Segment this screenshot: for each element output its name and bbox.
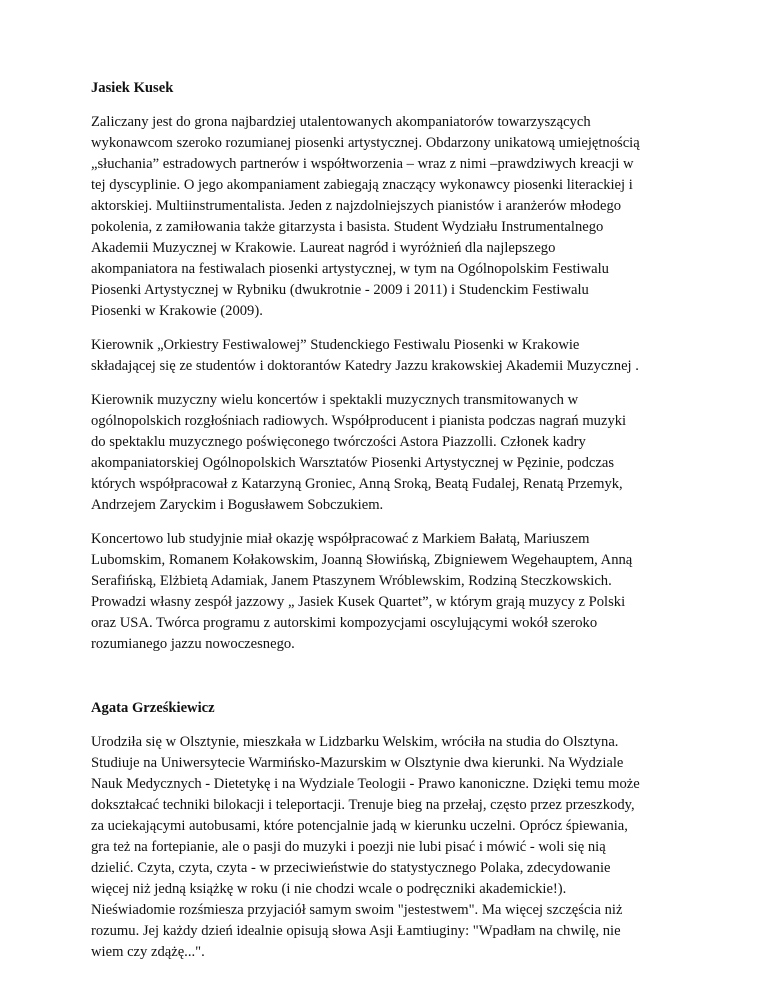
text-line: rozumianego jazzu nowoczesnego. [91, 636, 295, 652]
text-line: Nieświadomie rozśmiesza przyjaciół samym swoim "jestestwem". Ma więcej szczęścia niż [91, 902, 623, 918]
text-line: Nauk Medycznych - Dietetykę i na Wydziale Teologii - Prawo kanoniczne. Dzięki temu może [91, 776, 640, 792]
bio-paragraph [91, 529, 691, 655]
text-line: wiem czy zdążę...". [91, 944, 205, 960]
text-line: Andrzejem Zaryckim i Bogusławem Sobczukiem. [91, 497, 384, 513]
text-line: dzielić. Czyta, czyta, czyta - w przeciwieństwie do statystycznego Polaka, zdecydowanie [91, 860, 611, 876]
bio-paragraph [91, 732, 691, 963]
text-line: dokształcać techniki bilokacji i teleportacji. Trenuje bieg na przełaj, często przez przeszkody, [91, 797, 635, 813]
text-line: których współpracował z Katarzyną Groniec, Anną Sroką, Beatą Fudalej, Renatą Przemyk, [91, 476, 623, 492]
text-line: Kierownik muzyczny wielu koncertów i spektakli muzycznych transmitowanych w [91, 392, 579, 408]
text-line: gra też na fortepianie, ale o pasji do muzyki i poezji nie lubi pisać i mówić - woli się nią [91, 839, 606, 855]
text-line: Studiuje na Uniwersytecie Warmińsko-Mazurskim w Olsztynie dwa kierunki. Na Wydziale [91, 755, 624, 771]
document-page [91, 78, 691, 976]
section-heading-agata-grzeskiewicz: Agata Grześkiewicz [91, 700, 215, 716]
text-line: oraz USA. Twórca programu z autorskimi kompozycjami oscylującymi wokół szeroko [91, 615, 598, 631]
text-line: „słuchania” estradowych partnerów i współtworzenia – wraz z nimi –prawdziwych kreacji w [91, 156, 634, 172]
text-line: akompaniatora na festiwalach piosenki artystycznej, w tym na Ogólnopolskim Festiwalu [91, 261, 609, 277]
section-spacer [91, 668, 691, 698]
text-line: pokolenia, z zamiłowania także gitarzysta i basista. Student Wydziału Instrumentalnego [91, 219, 604, 235]
text-line: Piosenki w Krakowie (2009). [91, 303, 263, 319]
bio-paragraph [91, 390, 691, 516]
text-line: więcej niż jedną książkę w roku (i nie chodzi wcale o podręczniki akademickie!). [91, 881, 567, 897]
text-line: ogólnopolskich rozgłośniach radiowych. Współproducent i pianista podczas nagrań muzyki [91, 413, 627, 429]
text-line: Zaliczany jest do grona najbardziej utalentowanych akompaniatorów towarzyszących [91, 114, 591, 130]
text-line: Piosenki Artystycznej w Rybniku (dwukrotnie - 2009 i 2011) i Studenckim Festiwalu [91, 282, 589, 298]
text-line: za uciekającymi autobusami, które potencjalnie jadą w kierunku uczelni. Oprócz śpiewania, [91, 818, 628, 834]
text-line: Urodziła się w Olsztynie, mieszkała w Lidzbarku Welskim, wróciła na studia do Olsztyna. [91, 734, 619, 750]
text-line: Akademii Muzycznej w Krakowie. Laureat nagród i wyróżnień dla najlepszego [91, 240, 556, 256]
text-line: składającej się ze studentów i doktorantów Katedry Jazzu krakowskiej Akademii Muzycznej . [91, 358, 639, 374]
text-line: Lubomskim, Romanem Kołakowskim, Joanną Słowińską, Zbigniewem Wegehauptem, Anną [91, 552, 633, 568]
section-heading-jasiek-kusek: Jasiek Kusek [91, 80, 174, 96]
text-line: do spektaklu muzycznego poświęconego twórczości Astora Piazzolli. Członek kadry [91, 434, 586, 450]
text-line: Serafińską, Elżbietą Adamiak, Janem Ptaszynem Wróblewskim, Rodziną Steczkowskich. [91, 573, 612, 589]
bio-paragraph [91, 335, 691, 377]
text-line: Kierownik „Orkiestry Festiwalowej” Studenckiego Festiwalu Piosenki w Krakowie [91, 337, 580, 353]
text-line: rozumu. Jej każdy dzień idealnie opisują słowa Asji Łamtiuginy: "Wpadłam na chwilę, nie [91, 923, 621, 939]
text-line: Koncertowo lub studyjnie miał okazję współpracować z Markiem Bałatą, Mariuszem [91, 531, 590, 547]
text-line: Prowadzi własny zespół jazzowy „ Jasiek Kusek Quartet”, w którym grają muzycy z Polski [91, 594, 626, 610]
text-line: aktorskiej. Multiinstrumentalista. Jeden z najzdolniejszych pianistów i aranżerów młodego [91, 198, 622, 214]
text-line: tej dyscyplinie. O jego akompaniament zabiegają znaczący wykonawcy piosenki literackiej i [91, 177, 633, 193]
text-line: wykonawcom szeroko rozumianej piosenki artystycznej. Obdarzony unikatową umiejętnością [91, 135, 640, 151]
text-line: akompaniatorskiej Ogólnopolskich Warsztatów Piosenki Artystycznej w Pęzinie, podczas [91, 455, 615, 471]
bio-paragraph [91, 112, 691, 322]
